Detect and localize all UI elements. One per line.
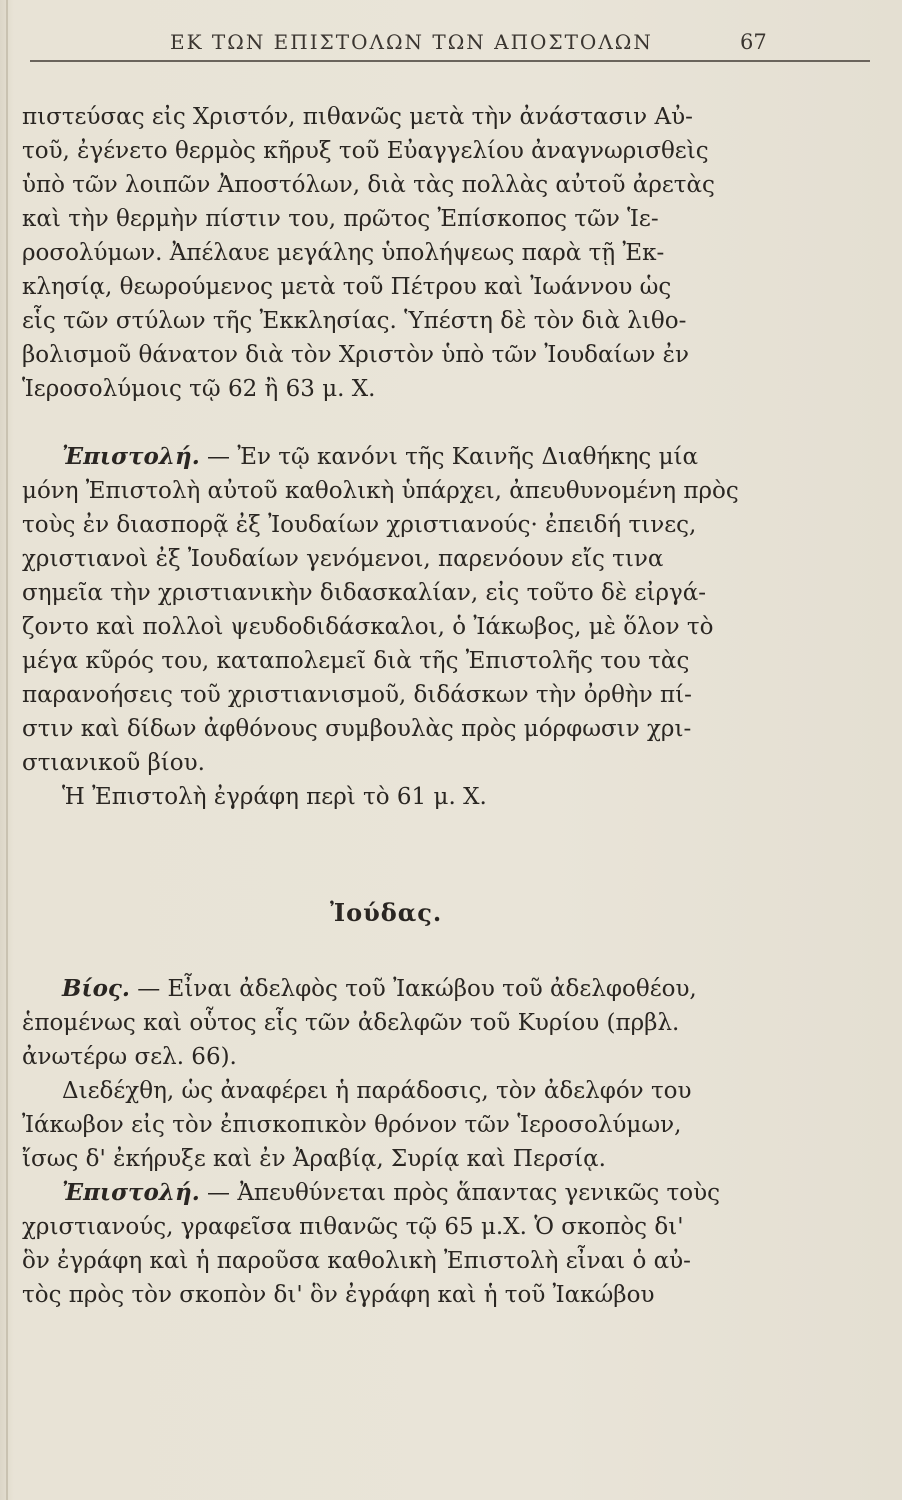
- text-line: Ἱεροσολύμοις τῷ 62 ἢ 63 μ. Χ.: [22, 376, 376, 402]
- running-title: ΕΚ ΤΩΝ ΕΠΙΣΤΟΛΩΝ ΤΩΝ ΑΠΟΣΤΟΛΩΝ: [170, 30, 653, 54]
- paragraph-epistle-james: [22, 440, 852, 814]
- text-line: τοὺς ἐν διασπορᾷ ἐξ Ἰουδαίων χριστιανούς· ἐπειδή τινες,: [22, 512, 697, 538]
- text-line: [22, 1176, 852, 1210]
- text-line: στιανικοῦ βίου.: [22, 750, 205, 776]
- paragraph-epistle-jude: [22, 1176, 852, 1312]
- text-line: μέγα κῦρός του, καταπολεμεῖ διὰ τῆς Ἐπιστολῆς του τὰς: [22, 648, 690, 674]
- text-line: πιστεύσας εἰς Χριστόν, πιθανῶς μετὰ τὴν ἀνάστασιν Αὐ-: [22, 104, 693, 130]
- paragraph-label: Ἐπιστολή.: [62, 1179, 200, 1206]
- text-line: Ἡ Ἐπιστολὴ ἐγράφη περὶ τὸ 61 μ. Χ.: [62, 784, 487, 810]
- text-line: παρανοήσεις τοῦ χριστιανισμοῦ, διδάσκων τὴν ὀρθὴν πί-: [22, 682, 692, 708]
- text-line: Ἰάκωβον εἰς τὸν ἐπισκοπικὸν θρόνον τῶν Ἱεροσολύμων,: [22, 1112, 682, 1138]
- text-line: ἀνωτέρω σελ. 66).: [22, 1044, 237, 1070]
- text-line: εἷς τῶν στύλων τῆς Ἐκκλησίας. Ὑπέστη δὲ τὸν διὰ λιθο-: [22, 308, 687, 334]
- text-line: κλησίᾳ, θεωρούμενος μετὰ τοῦ Πέτρου καὶ Ἰωάννου ὡς: [22, 274, 672, 300]
- section-heading: Ἰούδας.: [330, 898, 443, 927]
- paragraph-label: Ἐπιστολή.: [62, 443, 200, 470]
- text-line: ὑπὸ τῶν λοιπῶν Ἀποστόλων, διὰ τὰς πολλὰς αὐτοῦ ἀρετὰς: [22, 172, 715, 198]
- text-line: τὸς πρὸς τὸν σκοπὸν δι' ὃν ἐγράφη καὶ ἡ τοῦ Ἰακώβου: [22, 1282, 655, 1308]
- text-line: τοῦ, ἐγένετο θερμὸς κῆρυξ τοῦ Εὐαγγελίου ἀναγνωρισθεὶς: [22, 138, 709, 164]
- text-line: χριστιανοὶ ἐξ Ἰουδαίων γενόμενοι, παρενόουν εἴς τινα: [22, 546, 664, 572]
- text-line: σημεῖα τὴν χριστιανικὴν διδασκαλίαν, εἰς τοῦτο δὲ εἰργά-: [22, 580, 707, 606]
- text-line: Διεδέχθη, ὡς ἀναφέρει ἡ παράδοσις, τὸν ἀδελφόν του: [62, 1078, 692, 1104]
- header-rule: [30, 60, 870, 62]
- text-line: καὶ τὴν θερμὴν πίστιν του, πρῶτος Ἐπίσκοπος τῶν Ἱε-: [22, 206, 659, 232]
- text-line: μόνη Ἐπιστολὴ αὐτοῦ καθολικὴ ὑπάρχει, ἀπευθυνομένη πρὸς: [22, 478, 739, 504]
- text-line: χριστιανούς, γραφεῖσα πιθανῶς τῷ 65 μ.Χ. Ὁ σκοπὸς δι': [22, 1214, 684, 1240]
- text-line: ροσολύμων. Ἀπέλαυε μεγάλης ὑπολήψεως παρὰ τῇ Ἐκ-: [22, 240, 665, 266]
- paragraph-first-line: — Ἐν τῷ κανόνι τῆς Καινῆς Διαθήκης μία: [199, 444, 699, 470]
- text-line: βολισμοῦ θάνατον διὰ τὸν Χριστὸν ὑπὸ τῶν Ἰουδαίων ἐν: [22, 342, 689, 368]
- text-line: ἑπομένως καὶ οὗτος εἷς τῶν ἀδελφῶν τοῦ Κυρίου (πρβλ.: [22, 1010, 680, 1036]
- text-line: ἴσως δ' ἐκήρυξε καὶ ἐν Ἀραβίᾳ, Συρίᾳ καὶ Περσίᾳ.: [22, 1146, 606, 1172]
- text-line: ζοντο καὶ πολλοὶ ψευδοδιδάσκαλοι, ὁ Ἰάκωβος, μὲ ὅλον τὸ: [22, 614, 714, 640]
- paragraph-first-line: — Ἀπευθύνεται πρὸς ἅπαντας γενικῶς τοὺς: [199, 1180, 720, 1206]
- paragraph-life-jude: [22, 972, 852, 1176]
- paragraph-label: Βίος.: [62, 975, 130, 1002]
- text-line: ὃν ἐγράφη καὶ ἡ παροῦσα καθολικὴ Ἐπιστολὴ εἶναι ὁ αὐ-: [22, 1248, 691, 1274]
- paragraph-continued: [22, 100, 852, 406]
- text-line: [22, 440, 852, 474]
- text-line: [22, 972, 852, 1006]
- text-line: στιν καὶ δίδων ἀφθόνους συμβουλὰς πρὸς μόρφωσιν χρι-: [22, 716, 692, 742]
- paragraph-first-line: — Εἶναι ἀδελφὸς τοῦ Ἰακώβου τοῦ ἀδελφοθέου,: [137, 976, 697, 1002]
- page-number: 67: [740, 30, 767, 54]
- running-header: [0, 28, 902, 68]
- page-gutter: [6, 0, 8, 1500]
